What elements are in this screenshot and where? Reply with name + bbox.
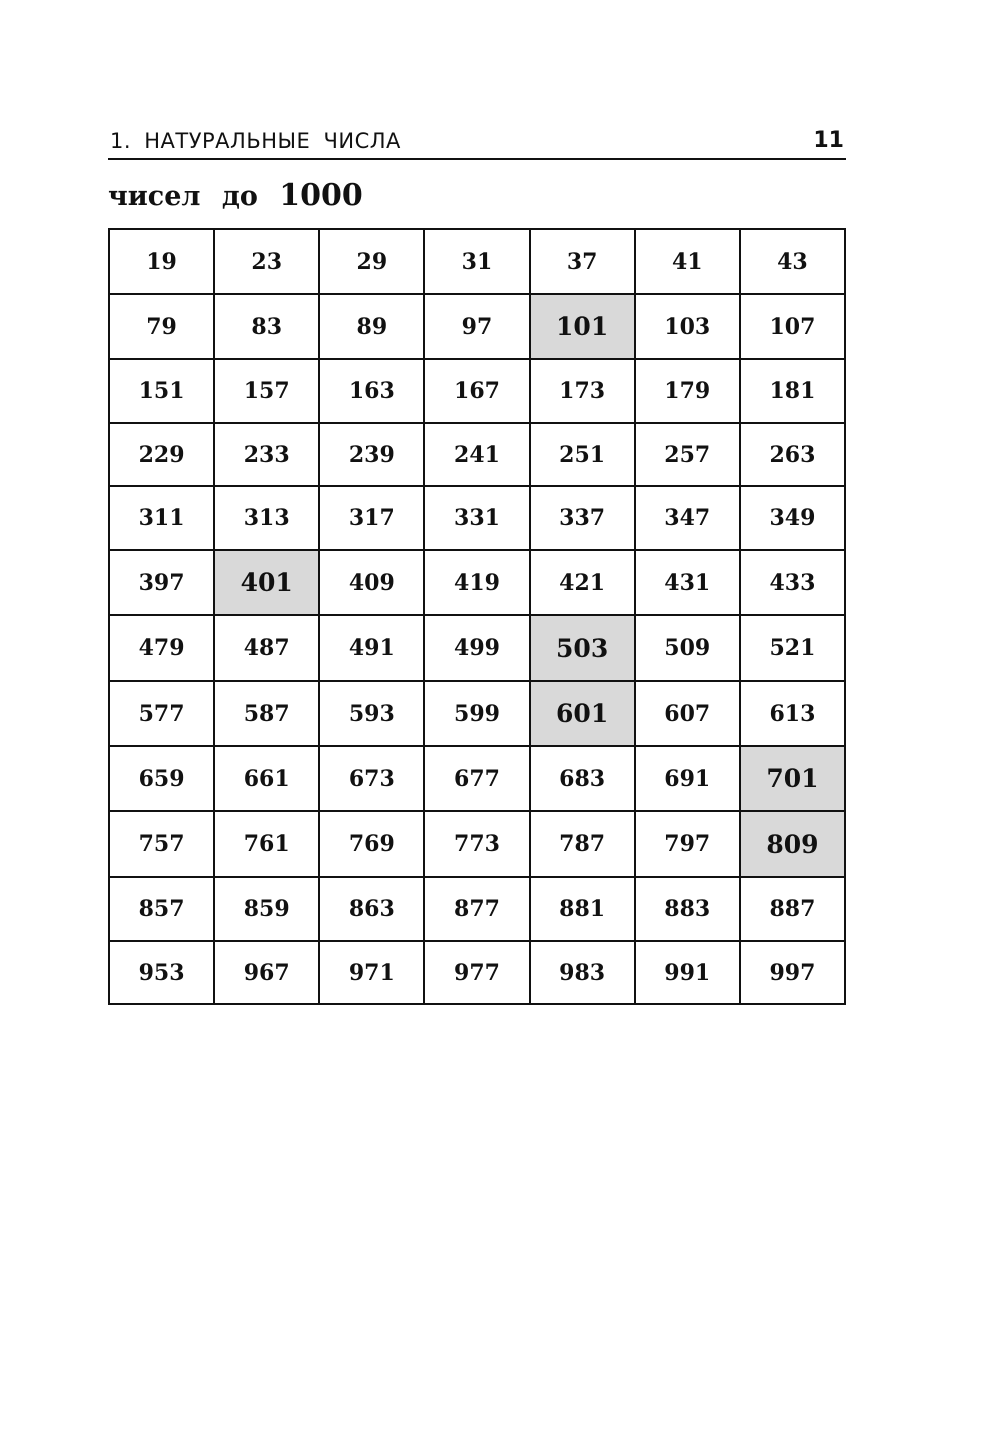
table-cell: 607: [635, 681, 740, 746]
table-cell: 487: [214, 615, 319, 681]
table-cell: 29: [319, 229, 424, 294]
table-cell: 991: [635, 941, 740, 1004]
table-cell: 761: [214, 811, 319, 877]
running-head: [108, 126, 846, 160]
table-cell: 41: [635, 229, 740, 294]
table-cell: 421: [530, 550, 635, 615]
table-cell: 97: [424, 294, 529, 359]
table-row: [109, 746, 845, 811]
table-row: [109, 877, 845, 941]
table-cell-highlighted: 503: [530, 615, 635, 681]
table-cell: 263: [740, 423, 845, 486]
table-cell: 83: [214, 294, 319, 359]
table-cell: 257: [635, 423, 740, 486]
table-cell: 313: [214, 486, 319, 550]
table-cell: 673: [319, 746, 424, 811]
table-row: [109, 294, 845, 359]
table-row: [109, 615, 845, 681]
table-cell: 677: [424, 746, 529, 811]
table-cell: 311: [109, 486, 214, 550]
table-row: [109, 941, 845, 1004]
table-row: [109, 550, 845, 615]
table-cell: 337: [530, 486, 635, 550]
table-cell: 877: [424, 877, 529, 941]
table-cell: 79: [109, 294, 214, 359]
table-cell-highlighted: 809: [740, 811, 845, 877]
table-cell: 181: [740, 359, 845, 423]
table-cell: 163: [319, 359, 424, 423]
table-cell: 787: [530, 811, 635, 877]
chapter-title: 1. НАТУРАЛЬНЫЕ ЧИСЛА: [110, 129, 401, 153]
primes-table: [108, 228, 846, 1005]
table-cell: 233: [214, 423, 319, 486]
table-cell: 691: [635, 746, 740, 811]
table-cell: 431: [635, 550, 740, 615]
table-row: [109, 681, 845, 746]
table-cell-highlighted: 401: [214, 550, 319, 615]
table-cell: 997: [740, 941, 845, 1004]
table-cell: 953: [109, 941, 214, 1004]
table-row: [109, 486, 845, 550]
table-cell: 409: [319, 550, 424, 615]
section-caption: [108, 176, 363, 217]
table-cell: 89: [319, 294, 424, 359]
table-cell: 661: [214, 746, 319, 811]
table-cell: 983: [530, 941, 635, 1004]
table-cell: 43: [740, 229, 845, 294]
table-cell: 599: [424, 681, 529, 746]
section-caption-number: 1000: [279, 178, 363, 213]
table-cell-highlighted: 101: [530, 294, 635, 359]
table-cell: 509: [635, 615, 740, 681]
table-cell: 419: [424, 550, 529, 615]
table-cell: 347: [635, 486, 740, 550]
table-cell: 251: [530, 423, 635, 486]
table-cell: 797: [635, 811, 740, 877]
table-cell: 857: [109, 877, 214, 941]
table-cell: 239: [319, 423, 424, 486]
table-cell: 103: [635, 294, 740, 359]
table-cell: 683: [530, 746, 635, 811]
table-cell: 241: [424, 423, 529, 486]
table-cell: 157: [214, 359, 319, 423]
table-cell: 587: [214, 681, 319, 746]
table-cell: 883: [635, 877, 740, 941]
table-cell: 757: [109, 811, 214, 877]
table-cell: 107: [740, 294, 845, 359]
table-cell: 331: [424, 486, 529, 550]
table-row: [109, 359, 845, 423]
table-cell: 881: [530, 877, 635, 941]
table-cell: 23: [214, 229, 319, 294]
table-cell: 977: [424, 941, 529, 1004]
table-cell: 521: [740, 615, 845, 681]
table-cell: 593: [319, 681, 424, 746]
table-cell: 229: [109, 423, 214, 486]
table-row: [109, 229, 845, 294]
table-row: [109, 811, 845, 877]
table-cell: 173: [530, 359, 635, 423]
table-cell: 433: [740, 550, 845, 615]
table-cell: 769: [319, 811, 424, 877]
page-number: 11: [813, 128, 844, 153]
primes-table-body: [109, 229, 845, 1004]
table-cell: 397: [109, 550, 214, 615]
table-cell-highlighted: 601: [530, 681, 635, 746]
table-cell: 577: [109, 681, 214, 746]
table-cell: 971: [319, 941, 424, 1004]
table-cell: 317: [319, 486, 424, 550]
table-cell: 349: [740, 486, 845, 550]
table-cell: 887: [740, 877, 845, 941]
table-cell: 863: [319, 877, 424, 941]
table-cell: 613: [740, 681, 845, 746]
table-cell: 859: [214, 877, 319, 941]
table-cell: 151: [109, 359, 214, 423]
table-cell: 659: [109, 746, 214, 811]
table-cell: 773: [424, 811, 529, 877]
table-cell-highlighted: 701: [740, 746, 845, 811]
table-cell: 491: [319, 615, 424, 681]
table-cell: 167: [424, 359, 529, 423]
table-cell: 19: [109, 229, 214, 294]
table-cell: 967: [214, 941, 319, 1004]
table-cell: 479: [109, 615, 214, 681]
table-cell: 37: [530, 229, 635, 294]
table-row: [109, 423, 845, 486]
table-cell: 499: [424, 615, 529, 681]
table-cell: 179: [635, 359, 740, 423]
table-cell: 31: [424, 229, 529, 294]
section-caption-text: чисел до: [108, 181, 258, 212]
